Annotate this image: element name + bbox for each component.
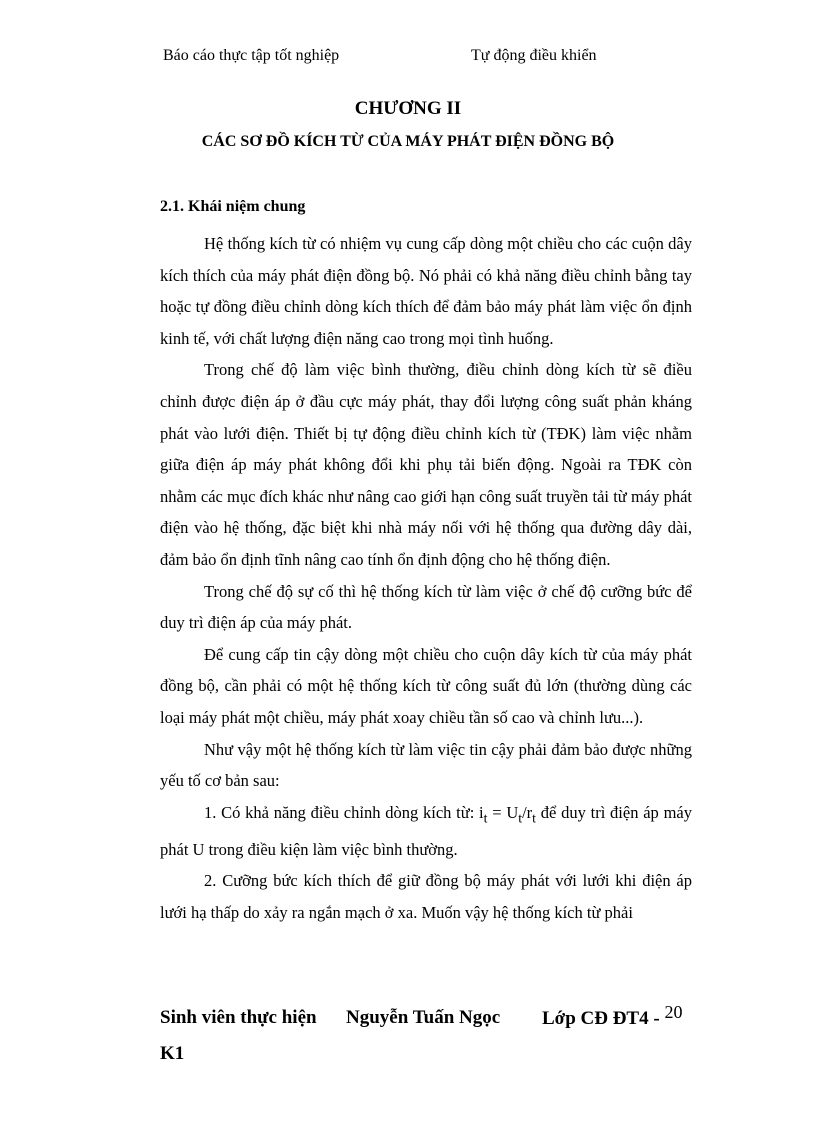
footer-class-label: Lớp CĐ ĐT4 - bbox=[542, 1008, 660, 1029]
paragraph: Để cung cấp tin cậy dòng một chiều cho cuộn dây kích từ của máy phát đồng bộ, cần phải có một hệ thống kích từ công suất đủ lớn (thường dùng các loại máy phát một chiều, máy phát xoay chiều tần số cao và chỉnh lưu...). bbox=[160, 644, 692, 727]
formula-text: /r bbox=[522, 802, 533, 822]
chapter-title: CHƯƠNG II bbox=[354, 98, 462, 119]
footer-student-label: Sinh viên thực hiện bbox=[160, 1007, 317, 1028]
chapter-subtitle: CÁC SƠ ĐỒ KÍCH TỪ CỦA MÁY PHÁT ĐIỆN ĐỒNG BỘ bbox=[201, 133, 615, 150]
footer-student-name: Nguyễn Tuấn Ngọc bbox=[346, 1007, 501, 1028]
header-department: Tự động điều khiển bbox=[471, 47, 597, 64]
paragraph: Như vậy một hệ thống kích từ làm việc tin cậy phải đảm bảo được những yếu tố cơ bản sau: bbox=[160, 739, 692, 791]
body-text bbox=[160, 228, 692, 928]
page-number: 20 bbox=[664, 1002, 683, 1022]
subscript: t bbox=[483, 809, 488, 825]
formula-text: để duy trì điện áp máy phát U trong điều kiện làm việc bình thường. bbox=[160, 802, 692, 859]
paragraph: Trong chế độ làm việc bình thường, điều chỉnh dòng kích từ sẽ điều chỉnh được điện áp ở đầu cực máy phát, thay đổi lượng công suất phản kháng phát vào lưới điện. Thiết bị tự động điều chỉnh kích từ (TĐK) làm việc nhằm giữa điện áp máy phát không đổi khi phụ tải biến động. Ngoài ra TĐK còn nhằm các mục đích khác như nâng cao giới hạn công suất truyền tải từ máy phát điện vào hệ thống, đặc biệt khi nhà máy nối với hệ thống qua đường dây dài, đảm bảo ổn định tĩnh nâng cao tính ổn định động cho hệ thống điện. bbox=[160, 360, 692, 569]
list-item bbox=[160, 797, 692, 865]
formula-text: = U bbox=[487, 802, 519, 822]
subscript: t bbox=[532, 809, 536, 825]
header-report-title: Báo cáo thực tập tốt nghiệp bbox=[163, 47, 340, 64]
list-item: 2. Cưỡng bức kích thích để giữ đồng bộ máy phát với lưới khi điện áp lưới hạ thấp do xảy ra ngắn mạch ở xa. Muốn vậy hệ thống kích từ phải bbox=[160, 871, 692, 922]
footer-class-suffix: K1 bbox=[160, 1043, 185, 1064]
page-footer bbox=[160, 1000, 700, 1072]
section-heading: 2.1. Khái niệm chung bbox=[160, 198, 306, 215]
subscript: t bbox=[518, 809, 523, 825]
formula-text: 1. Có khả năng điều chỉnh dòng kích từ: i bbox=[204, 802, 484, 822]
paragraph: Trong chế độ sự cố thì hệ thống kích từ làm việc ở chế độ cưỡng bức để duy trì điện áp của máy phát. bbox=[160, 581, 692, 633]
paragraph: Hệ thống kích từ có nhiệm vụ cung cấp dòng một chiều cho các cuộn dây kích thích của máy phát điện đồng bộ. Nó phải có khả năng điều chỉnh bằng tay hoặc tự đồng điều chỉnh dòng kích thích để đảm bảo máy phát làm việc ổn định kinh tế, với chất lượng điện năng cao trong mọi tình huống. bbox=[160, 234, 692, 348]
